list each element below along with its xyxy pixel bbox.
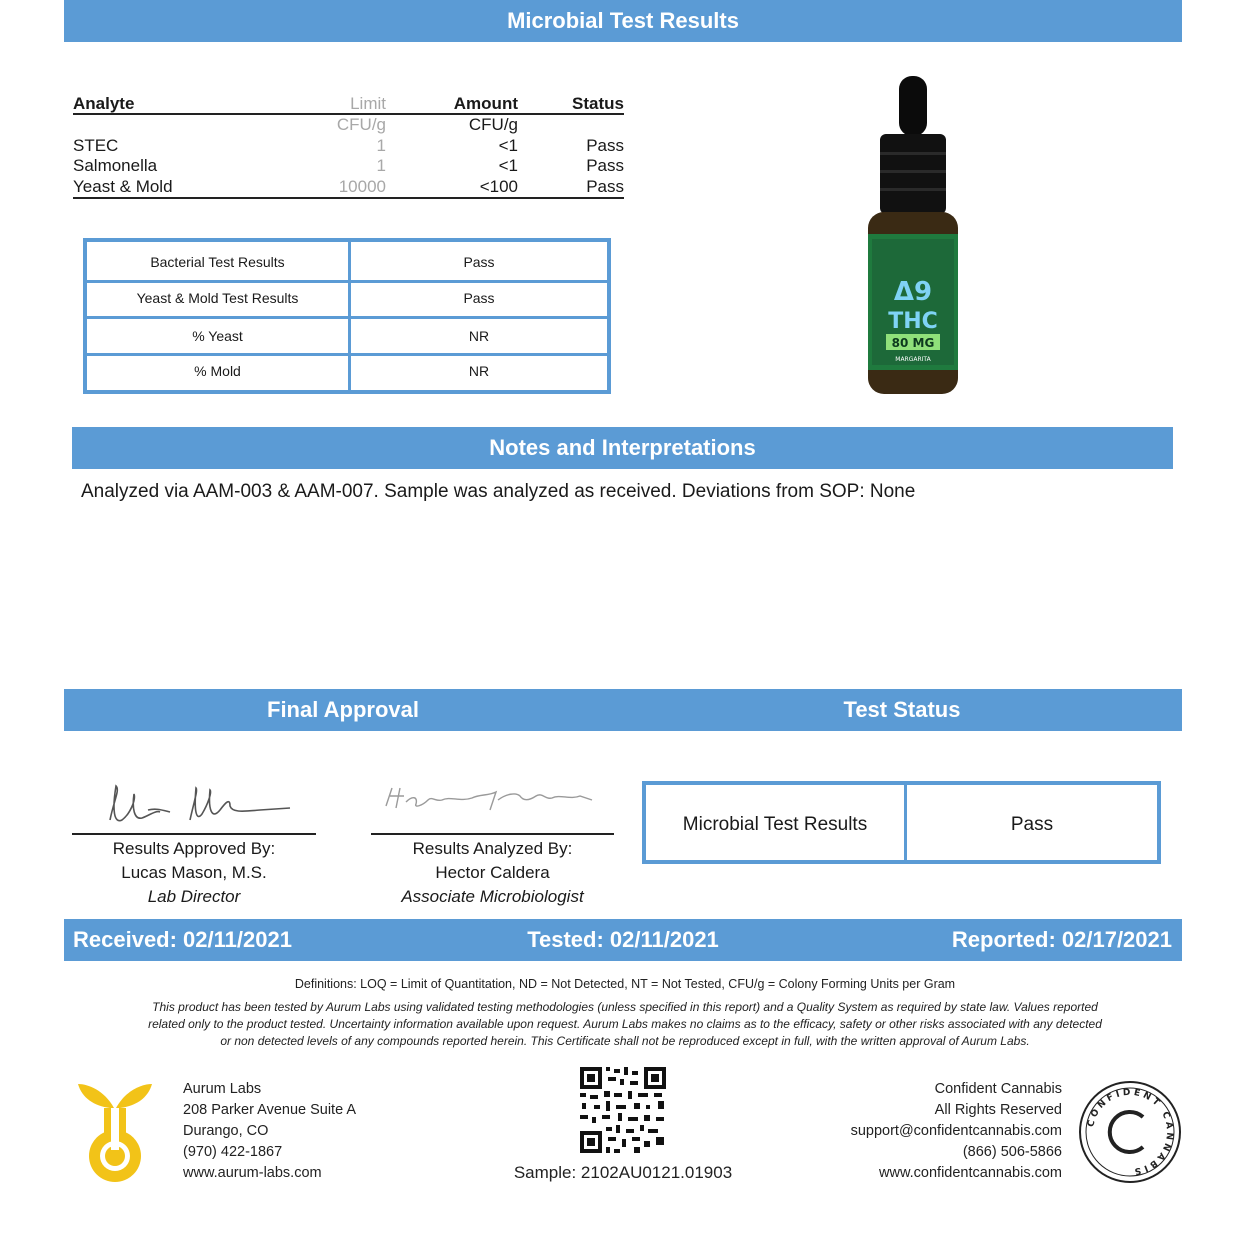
analyte-cell: Salmonella — [73, 156, 158, 175]
bottle-label-thc: THC — [888, 309, 938, 334]
summary-value: Pass — [463, 254, 495, 270]
tested-date: Tested: 02/11/2021 — [527, 927, 719, 952]
summary-rule — [87, 280, 607, 283]
summary-rule — [87, 353, 607, 356]
approver-signature — [100, 780, 300, 828]
notes-text: Analyzed via AAM-003 & AAM-007. Sample was analyzed as received. Deviations from SOP: None — [81, 481, 916, 502]
aurum-labs-logo — [74, 1076, 156, 1186]
test-status-table — [642, 781, 1161, 864]
status-cell: Pass — [586, 156, 624, 175]
lab-address-2: Durango, CO — [183, 1123, 269, 1139]
partner-rights: All Rights Reserved — [934, 1102, 1062, 1118]
dates-bar — [64, 919, 1182, 961]
amount-cell: <1 — [498, 156, 518, 175]
limit-cell: 1 — [376, 136, 386, 155]
bottle-label-delta: Δ9 — [893, 277, 933, 307]
lab-address-1: 208 Parker Avenue Suite A — [183, 1102, 357, 1118]
status-cell: Pass — [586, 177, 624, 196]
final-approval-title: Final Approval — [267, 697, 419, 722]
partner-website: www.confidentcannabis.com — [879, 1165, 1062, 1181]
summary-rule — [87, 316, 607, 319]
summary-table — [83, 238, 611, 394]
definitions-text: Definitions: LOQ = Limit of Quantitation, ND = Not Detected, NT = Not Tested, CFU/g = Colony Forming Units per Gram — [294, 977, 956, 991]
reported-date: Reported: 02/17/2021 — [951, 927, 1172, 952]
approver-name: Lucas Mason, M.S. — [121, 863, 267, 882]
test-status-label: Microbial Test Results — [682, 814, 868, 835]
amount-cell: <100 — [479, 177, 518, 196]
limit-header: Limit — [350, 94, 386, 113]
lab-website: www.aurum-labs.com — [183, 1165, 322, 1181]
analyst-signature — [380, 782, 600, 816]
approver-role: Results Approved By: — [112, 839, 276, 858]
analyte-cell: Yeast & Mold — [73, 177, 173, 196]
summary-label: % Mold — [194, 363, 241, 379]
summary-label: % Yeast — [192, 328, 243, 344]
notes-title: Notes and Interpretations — [489, 435, 756, 460]
disclaimer-line: or non detected levels of any compounds reported herein. This Certificate shall not be reproduced except in full, with the written approval of Aurum Labs. — [220, 1034, 1030, 1048]
analyst-signature-line — [371, 833, 614, 835]
partner-logo-text: CONFIDENT CANNABIS — [1086, 1087, 1175, 1177]
analyst-title: Associate Microbiologist — [401, 887, 584, 906]
summary-value: Pass — [463, 290, 495, 306]
bottle-label-flavor: MARGARITA — [895, 356, 931, 363]
confident-cannabis-logo — [1077, 1079, 1183, 1185]
summary-label: Bacterial Test Results — [150, 254, 285, 270]
disclaimer-line: This product has been tested by Aurum Labs using validated testing methodologies (unless specified in this report) and a Quality System as required by state law. Values reported — [152, 1000, 1098, 1014]
product-bottle-image — [862, 74, 962, 396]
limit-cell: 1 — [376, 156, 386, 175]
lab-phone: (970) 422-1867 — [183, 1144, 283, 1160]
analyte-cell: STEC — [73, 136, 119, 155]
qr-code — [578, 1065, 668, 1155]
disclaimer-line: related only to the product tested. Uncertainty information available upon request. Aurum Labs makes no claims as to the efficacy, safety or other risks associated with any detected — [148, 1017, 1102, 1031]
microbial-header-bar — [64, 0, 1182, 42]
limit-cell: 10000 — [338, 177, 386, 196]
limit-unit: CFU/g — [336, 115, 386, 134]
microbial-title: Microbial Test Results — [507, 8, 739, 33]
status-cell: Pass — [586, 136, 624, 155]
summary-value: NR — [468, 328, 490, 344]
analyst-role: Results Analyzed By: — [412, 839, 573, 858]
partner-phone: (866) 506-5866 — [962, 1144, 1062, 1160]
approver-title: Lab Director — [147, 887, 241, 906]
lab-name: Aurum Labs — [183, 1081, 262, 1097]
analyte-header: Analyte — [73, 94, 135, 113]
analyte-bottom-rule — [73, 197, 624, 199]
amount-cell: <1 — [498, 136, 518, 155]
approver-signature-line — [72, 833, 316, 835]
analyst-name: Hector Caldera — [435, 863, 550, 882]
approval-status-bar — [64, 689, 1182, 731]
notes-header-bar — [72, 427, 1173, 469]
status-header: Status — [572, 94, 624, 113]
partner-email: support@confidentcannabis.com — [850, 1123, 1062, 1139]
test-status-value: Pass — [1010, 814, 1054, 835]
summary-label: Yeast & Mold Test Results — [136, 290, 299, 306]
sample-id: Sample: 2102AU0121.01903 — [513, 1163, 733, 1182]
summary-value: NR — [468, 363, 490, 379]
received-date: Received: 02/11/2021 — [73, 927, 292, 952]
bottle-label-mg: 80 MG — [891, 336, 935, 350]
test-status-title: Test Status — [843, 697, 961, 722]
partner-name: Confident Cannabis — [934, 1081, 1062, 1097]
amount-unit: CFU/g — [468, 115, 518, 134]
svg-text:CONFIDENT CANNABIS — [1086, 1088, 1174, 1176]
amount-header: Amount — [453, 94, 518, 113]
